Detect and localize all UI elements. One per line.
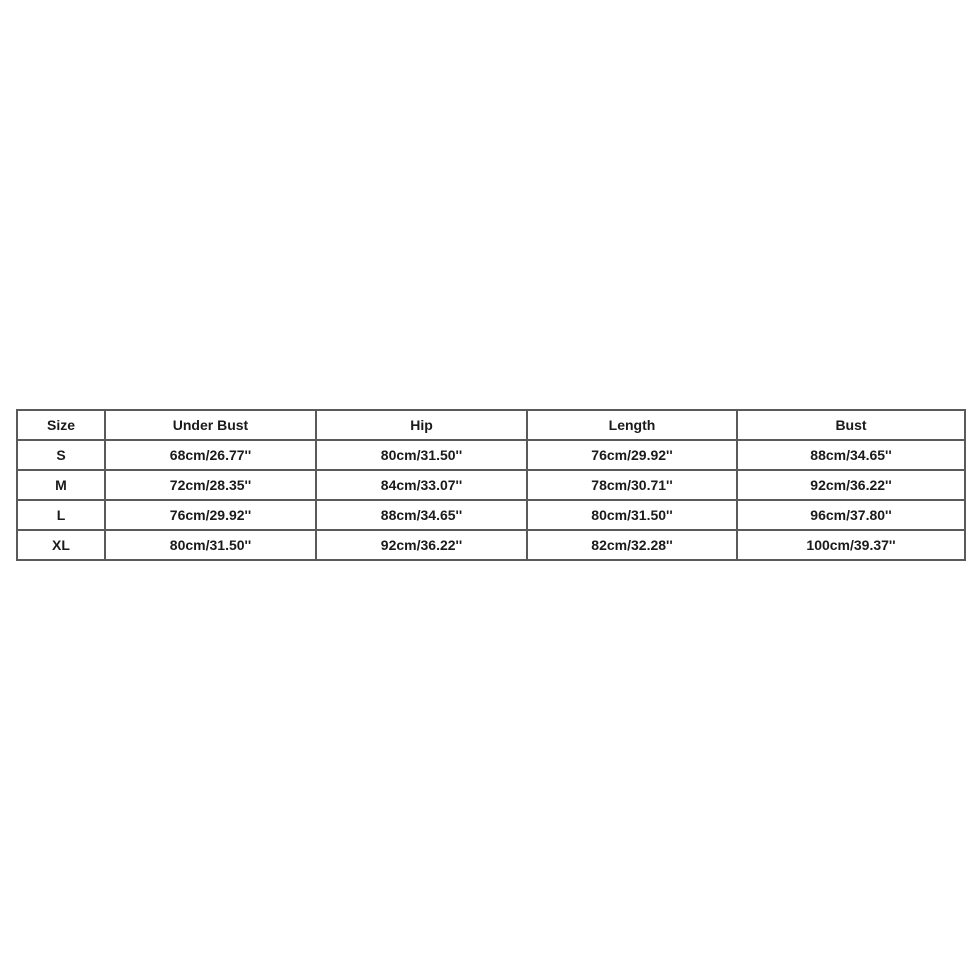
cell-under-bust: 80cm/31.50'' [105, 530, 316, 560]
size-chart-table [16, 409, 966, 561]
cell-size: L [17, 500, 105, 530]
header-size: Size [17, 410, 105, 440]
cell-size: XL [17, 530, 105, 560]
table-row [17, 530, 965, 560]
cell-under-bust: 76cm/29.92'' [105, 500, 316, 530]
cell-bust: 96cm/37.80'' [737, 500, 965, 530]
header-hip: Hip [316, 410, 527, 440]
cell-bust: 100cm/39.37'' [737, 530, 965, 560]
header-bust: Bust [737, 410, 965, 440]
cell-size: M [17, 470, 105, 500]
cell-under-bust: 68cm/26.77'' [105, 440, 316, 470]
table-row [17, 500, 965, 530]
header-under-bust: Under Bust [105, 410, 316, 440]
table-row [17, 470, 965, 500]
cell-hip: 88cm/34.65'' [316, 500, 527, 530]
cell-bust: 88cm/34.65'' [737, 440, 965, 470]
table-row [17, 440, 965, 470]
cell-length: 80cm/31.50'' [527, 500, 737, 530]
cell-length: 78cm/30.71'' [527, 470, 737, 500]
cell-length: 76cm/29.92'' [527, 440, 737, 470]
cell-size: S [17, 440, 105, 470]
header-length: Length [527, 410, 737, 440]
cell-hip: 80cm/31.50'' [316, 440, 527, 470]
cell-length: 82cm/32.28'' [527, 530, 737, 560]
cell-hip: 92cm/36.22'' [316, 530, 527, 560]
header-row [17, 410, 965, 440]
cell-bust: 92cm/36.22'' [737, 470, 965, 500]
cell-hip: 84cm/33.07'' [316, 470, 527, 500]
cell-under-bust: 72cm/28.35'' [105, 470, 316, 500]
